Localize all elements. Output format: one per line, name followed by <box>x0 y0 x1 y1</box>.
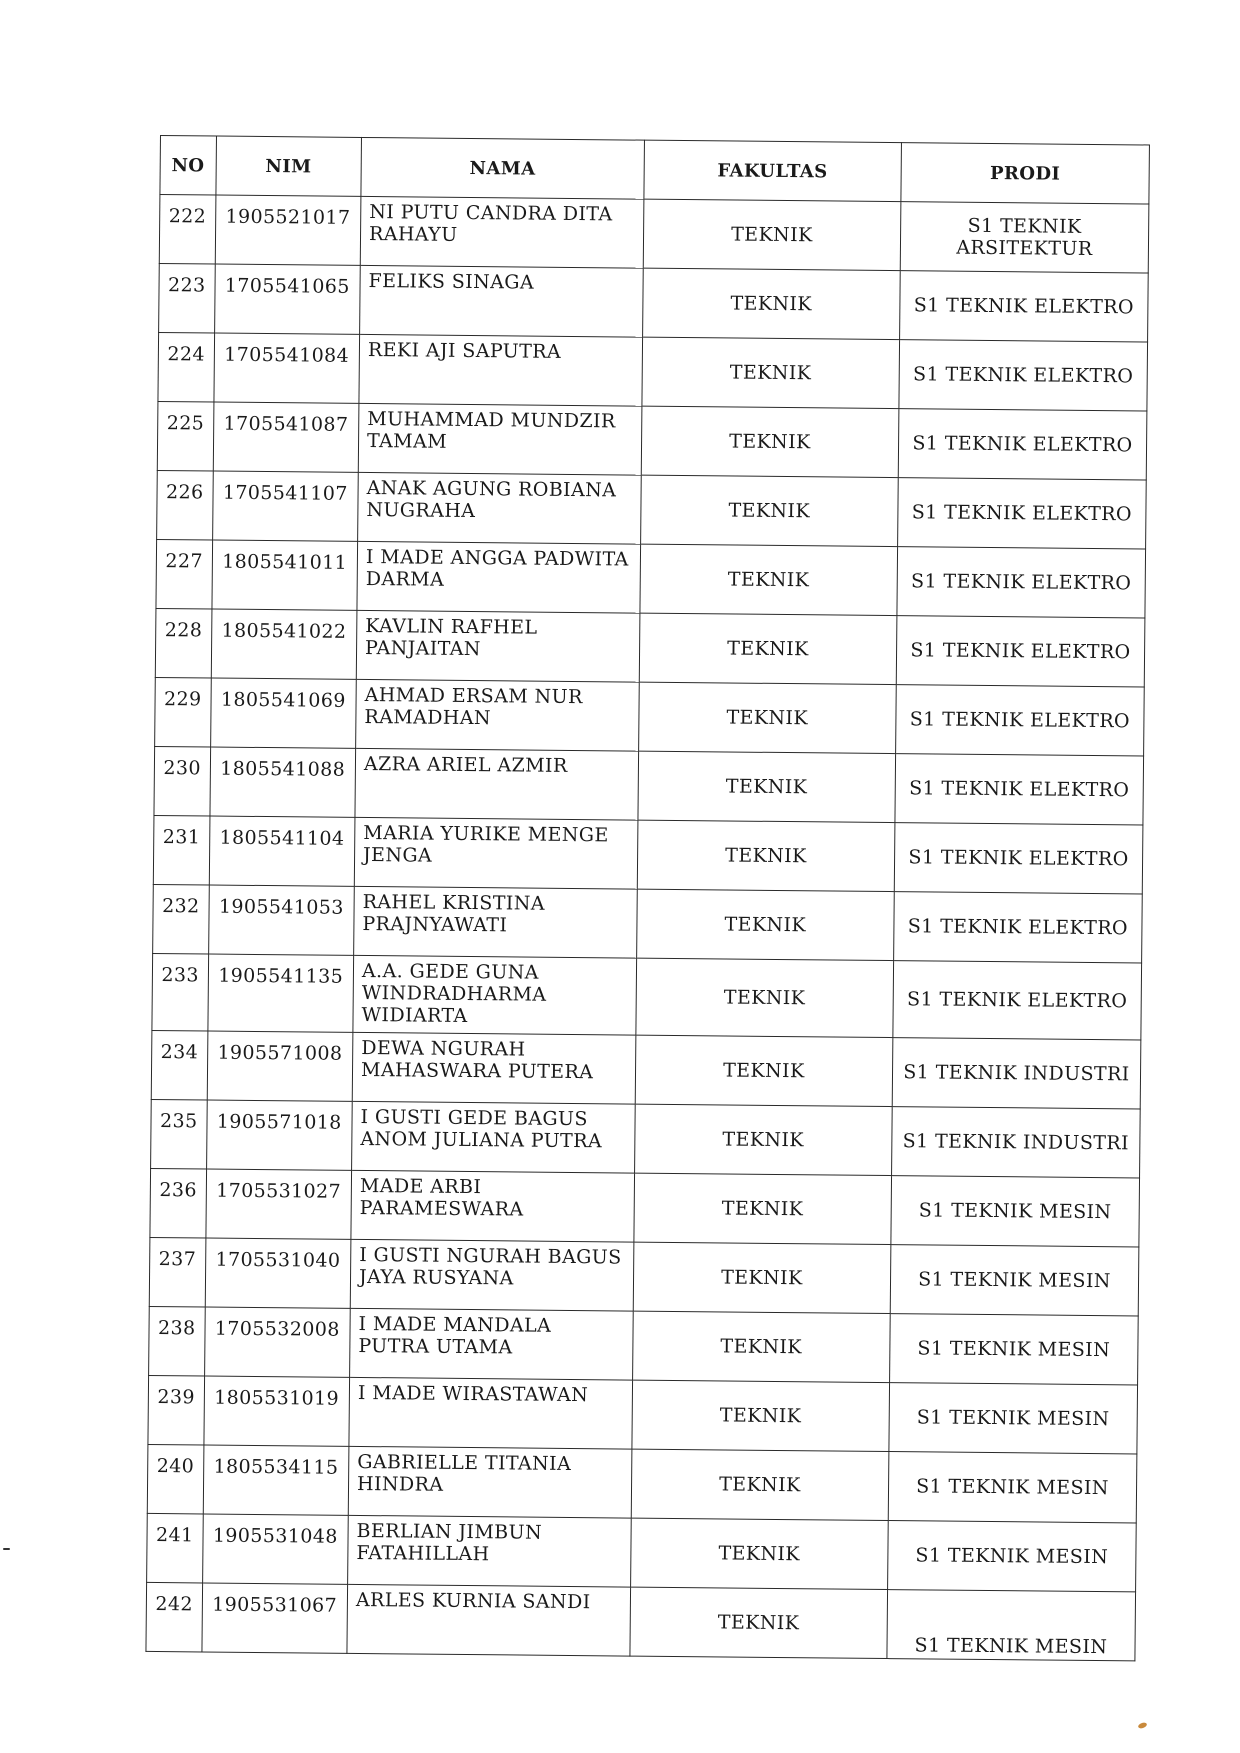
cell-fakultas: TEKNIK <box>634 1104 892 1175</box>
table-row <box>151 1030 1141 1108</box>
cell-fakultas: TEKNIK <box>640 544 898 615</box>
cell-nama: I MADE MANDALA PUTRA UTAMA <box>350 1308 633 1380</box>
table-row <box>149 1237 1139 1315</box>
cell-prodi: S1 TEKNIK MESIN <box>891 1176 1140 1247</box>
table-row <box>159 263 1149 341</box>
cell-prodi: S1 TEKNIK ELEKTRO <box>896 616 1145 687</box>
cell-prodi: S1 TEKNIK ELEKTRO <box>897 547 1146 618</box>
cell-fakultas: TEKNIK <box>638 682 896 753</box>
cell-no: 226 <box>157 470 213 540</box>
table-row <box>151 1099 1141 1177</box>
cell-prodi: S1 TEKNIK ELEKTRO <box>894 823 1143 894</box>
cell-nim: 1705541065 <box>214 264 360 334</box>
table-row <box>154 746 1144 824</box>
cell-no: 236 <box>150 1168 206 1238</box>
table-row <box>156 539 1146 617</box>
header-nim: NIM <box>215 136 361 196</box>
cell-no: 234 <box>151 1030 207 1100</box>
cell-prodi: S1 TEKNIK MESIN <box>887 1521 1136 1592</box>
cell-prodi: S1 TEKNIK ELEKTRO <box>899 271 1148 342</box>
cell-nama: DEWA NGURAH MAHASWARA PUTERA <box>352 1032 635 1104</box>
cell-prodi: S1 TEKNIK MESIN <box>889 1383 1138 1454</box>
header-prodi: PRODI <box>901 143 1150 204</box>
table-body <box>146 195 1149 1661</box>
cell-nama: I GUSTI NGURAH BAGUS JAYA RUSYANA <box>350 1239 633 1311</box>
cell-nama: I MADE ANGGA PADWITA DARMA <box>357 541 640 613</box>
header-row <box>160 136 1150 204</box>
cell-prodi: S1 TEKNIK ARSITEKTUR <box>900 202 1149 273</box>
cell-prodi: S1 TEKNIK INDUSTRI <box>891 1107 1140 1178</box>
cell-no: 235 <box>151 1099 207 1169</box>
cell-nim: 1905531048 <box>202 1514 348 1584</box>
table-row <box>157 470 1147 548</box>
cell-prodi: S1 TEKNIK MESIN <box>887 1590 1136 1661</box>
cell-no: 224 <box>158 332 214 402</box>
cell-prodi: S1 TEKNIK ELEKTRO <box>898 409 1147 480</box>
cell-no: 232 <box>153 884 209 954</box>
cell-nim: 1905571008 <box>207 1031 353 1101</box>
cell-nama: KAVLIN RAFHEL PANJAITAN <box>356 610 639 682</box>
table-row <box>150 1168 1140 1246</box>
cell-nim: 1905541053 <box>208 885 354 955</box>
table-row <box>148 1375 1138 1453</box>
cell-nim: 1805531019 <box>203 1376 349 1446</box>
cell-no: 225 <box>157 401 213 471</box>
scan-speck <box>1137 1722 1147 1730</box>
table-row <box>155 608 1145 686</box>
cell-nama: A.A. GEDE GUNA WINDRADHARMA WIDIARTA <box>353 955 637 1035</box>
cell-nim: 1705541087 <box>213 402 359 472</box>
cell-nama: ANAK AGUNG ROBIANA NUGRAHA <box>358 472 641 544</box>
cell-prodi: S1 TEKNIK MESIN <box>888 1452 1137 1523</box>
table-row <box>153 884 1143 962</box>
cell-no: 239 <box>148 1375 204 1445</box>
cell-prodi: S1 TEKNIK ELEKTRO <box>897 478 1146 549</box>
cell-no: 227 <box>156 539 212 609</box>
cell-nama: GABRIELLE TITANIA HINDRA <box>348 1446 631 1518</box>
cell-nama: I MADE WIRASTAWAN <box>349 1377 632 1449</box>
cell-nim: 1905521017 <box>215 195 361 265</box>
cell-nama: NI PUTU CANDRA DITA RAHAYU <box>360 196 643 268</box>
table-row <box>155 677 1145 755</box>
cell-fakultas: TEKNIK <box>639 613 897 684</box>
cell-no: 240 <box>147 1444 203 1514</box>
cell-nim: 1805541011 <box>211 540 357 610</box>
cell-prodi: S1 TEKNIK ELEKTRO <box>893 892 1142 963</box>
cell-nim: 1805541104 <box>209 816 355 886</box>
cell-nim: 1805541069 <box>210 678 356 748</box>
cell-fakultas: TEKNIK <box>633 1242 891 1313</box>
cell-nama: MUHAMMAD MUNDZIR TAMAM <box>358 403 641 475</box>
cell-nama: RAHEL KRISTINA PRAJNYAWATI <box>354 886 637 958</box>
table-row <box>158 332 1148 410</box>
cell-no: 229 <box>155 677 211 747</box>
cell-prodi: S1 TEKNIK MESIN <box>889 1314 1138 1385</box>
cell-nama: ARLES KURNIA SANDI <box>347 1584 630 1656</box>
student-roster-table <box>145 135 1150 1661</box>
cell-fakultas: TEKNIK <box>634 1173 892 1244</box>
cell-nama: AHMAD ERSAM NUR RAMADHAN <box>356 679 639 751</box>
cell-nim: 1905531067 <box>201 1583 347 1653</box>
cell-nim: 1905571018 <box>206 1100 352 1170</box>
cell-prodi: S1 TEKNIK ELEKTRO <box>895 685 1144 756</box>
header-no: NO <box>160 136 216 196</box>
table-header <box>160 136 1150 204</box>
cell-no: 237 <box>149 1237 205 1307</box>
cell-nim: 1705532008 <box>204 1307 350 1377</box>
cell-nim: 1805534115 <box>203 1445 349 1515</box>
table-row <box>157 401 1147 479</box>
table-row <box>153 815 1143 893</box>
cell-no: 222 <box>159 195 215 265</box>
scan-mark <box>3 1548 10 1550</box>
cell-nim: 1705541107 <box>212 471 358 541</box>
cell-no: 233 <box>152 953 208 1031</box>
cell-fakultas: TEKNIK <box>637 820 895 891</box>
cell-fakultas: TEKNIK <box>640 475 898 546</box>
cell-fakultas: TEKNIK <box>632 1311 890 1382</box>
cell-nama: FELIKS SINAGA <box>360 265 643 337</box>
table-row <box>147 1513 1137 1591</box>
cell-prodi: S1 TEKNIK MESIN <box>890 1245 1139 1316</box>
cell-fakultas: TEKNIK <box>635 1035 893 1106</box>
header-nama: NAMA <box>361 137 644 199</box>
cell-nama: MADE ARBI PARAMESWARA <box>351 1170 634 1242</box>
table-row <box>149 1306 1139 1384</box>
cell-no: 231 <box>153 815 209 885</box>
cell-fakultas: TEKNIK <box>638 751 896 822</box>
cell-fakultas: TEKNIK <box>642 337 900 408</box>
cell-prodi: S1 TEKNIK ELEKTRO <box>895 754 1144 825</box>
cell-nim: 1705541084 <box>213 333 359 403</box>
cell-no: 230 <box>154 746 210 816</box>
cell-nama: AZRA ARIEL AZMIR <box>355 748 638 820</box>
cell-nama: BERLIAN JIMBUN FATAHILLAH <box>348 1515 631 1587</box>
cell-fakultas: TEKNIK <box>643 199 901 270</box>
cell-nim: 1805541088 <box>209 747 355 817</box>
table-row <box>146 1582 1136 1660</box>
cell-fakultas: TEKNIK <box>642 268 900 339</box>
cell-nama: MARIA YURIKE MENGE JENGA <box>354 817 637 889</box>
cell-fakultas: TEKNIK <box>636 889 894 960</box>
cell-nama: I GUSTI GEDE BAGUS ANOM JULIANA PUTRA <box>352 1101 635 1173</box>
cell-fakultas: TEKNIK <box>630 1518 888 1589</box>
cell-fakultas: TEKNIK <box>641 406 899 477</box>
cell-no: 238 <box>149 1306 205 1376</box>
cell-no: 228 <box>155 608 211 678</box>
table-row <box>147 1444 1137 1522</box>
cell-nama: REKI AJI SAPUTRA <box>359 334 642 406</box>
cell-fakultas: TEKNIK <box>630 1587 888 1658</box>
table-row <box>152 953 1142 1039</box>
cell-prodi: S1 TEKNIK INDUSTRI <box>892 1038 1141 1109</box>
cell-prodi: S1 TEKNIK ELEKTRO <box>899 340 1148 411</box>
cell-fakultas: TEKNIK <box>636 958 894 1037</box>
cell-fakultas: TEKNIK <box>631 1449 889 1520</box>
cell-no: 241 <box>147 1513 203 1583</box>
cell-no: 223 <box>159 263 215 333</box>
table-row <box>159 195 1149 273</box>
cell-nim: 1705531040 <box>205 1238 351 1308</box>
cell-fakultas: TEKNIK <box>632 1380 890 1451</box>
header-fakultas: FAKULTAS <box>644 140 902 201</box>
cell-nim: 1805541022 <box>211 609 357 679</box>
cell-no: 242 <box>146 1582 202 1652</box>
cell-nim: 1905541135 <box>207 954 353 1032</box>
cell-nim: 1705531027 <box>205 1169 351 1239</box>
cell-prodi: S1 TEKNIK ELEKTRO <box>893 961 1142 1040</box>
